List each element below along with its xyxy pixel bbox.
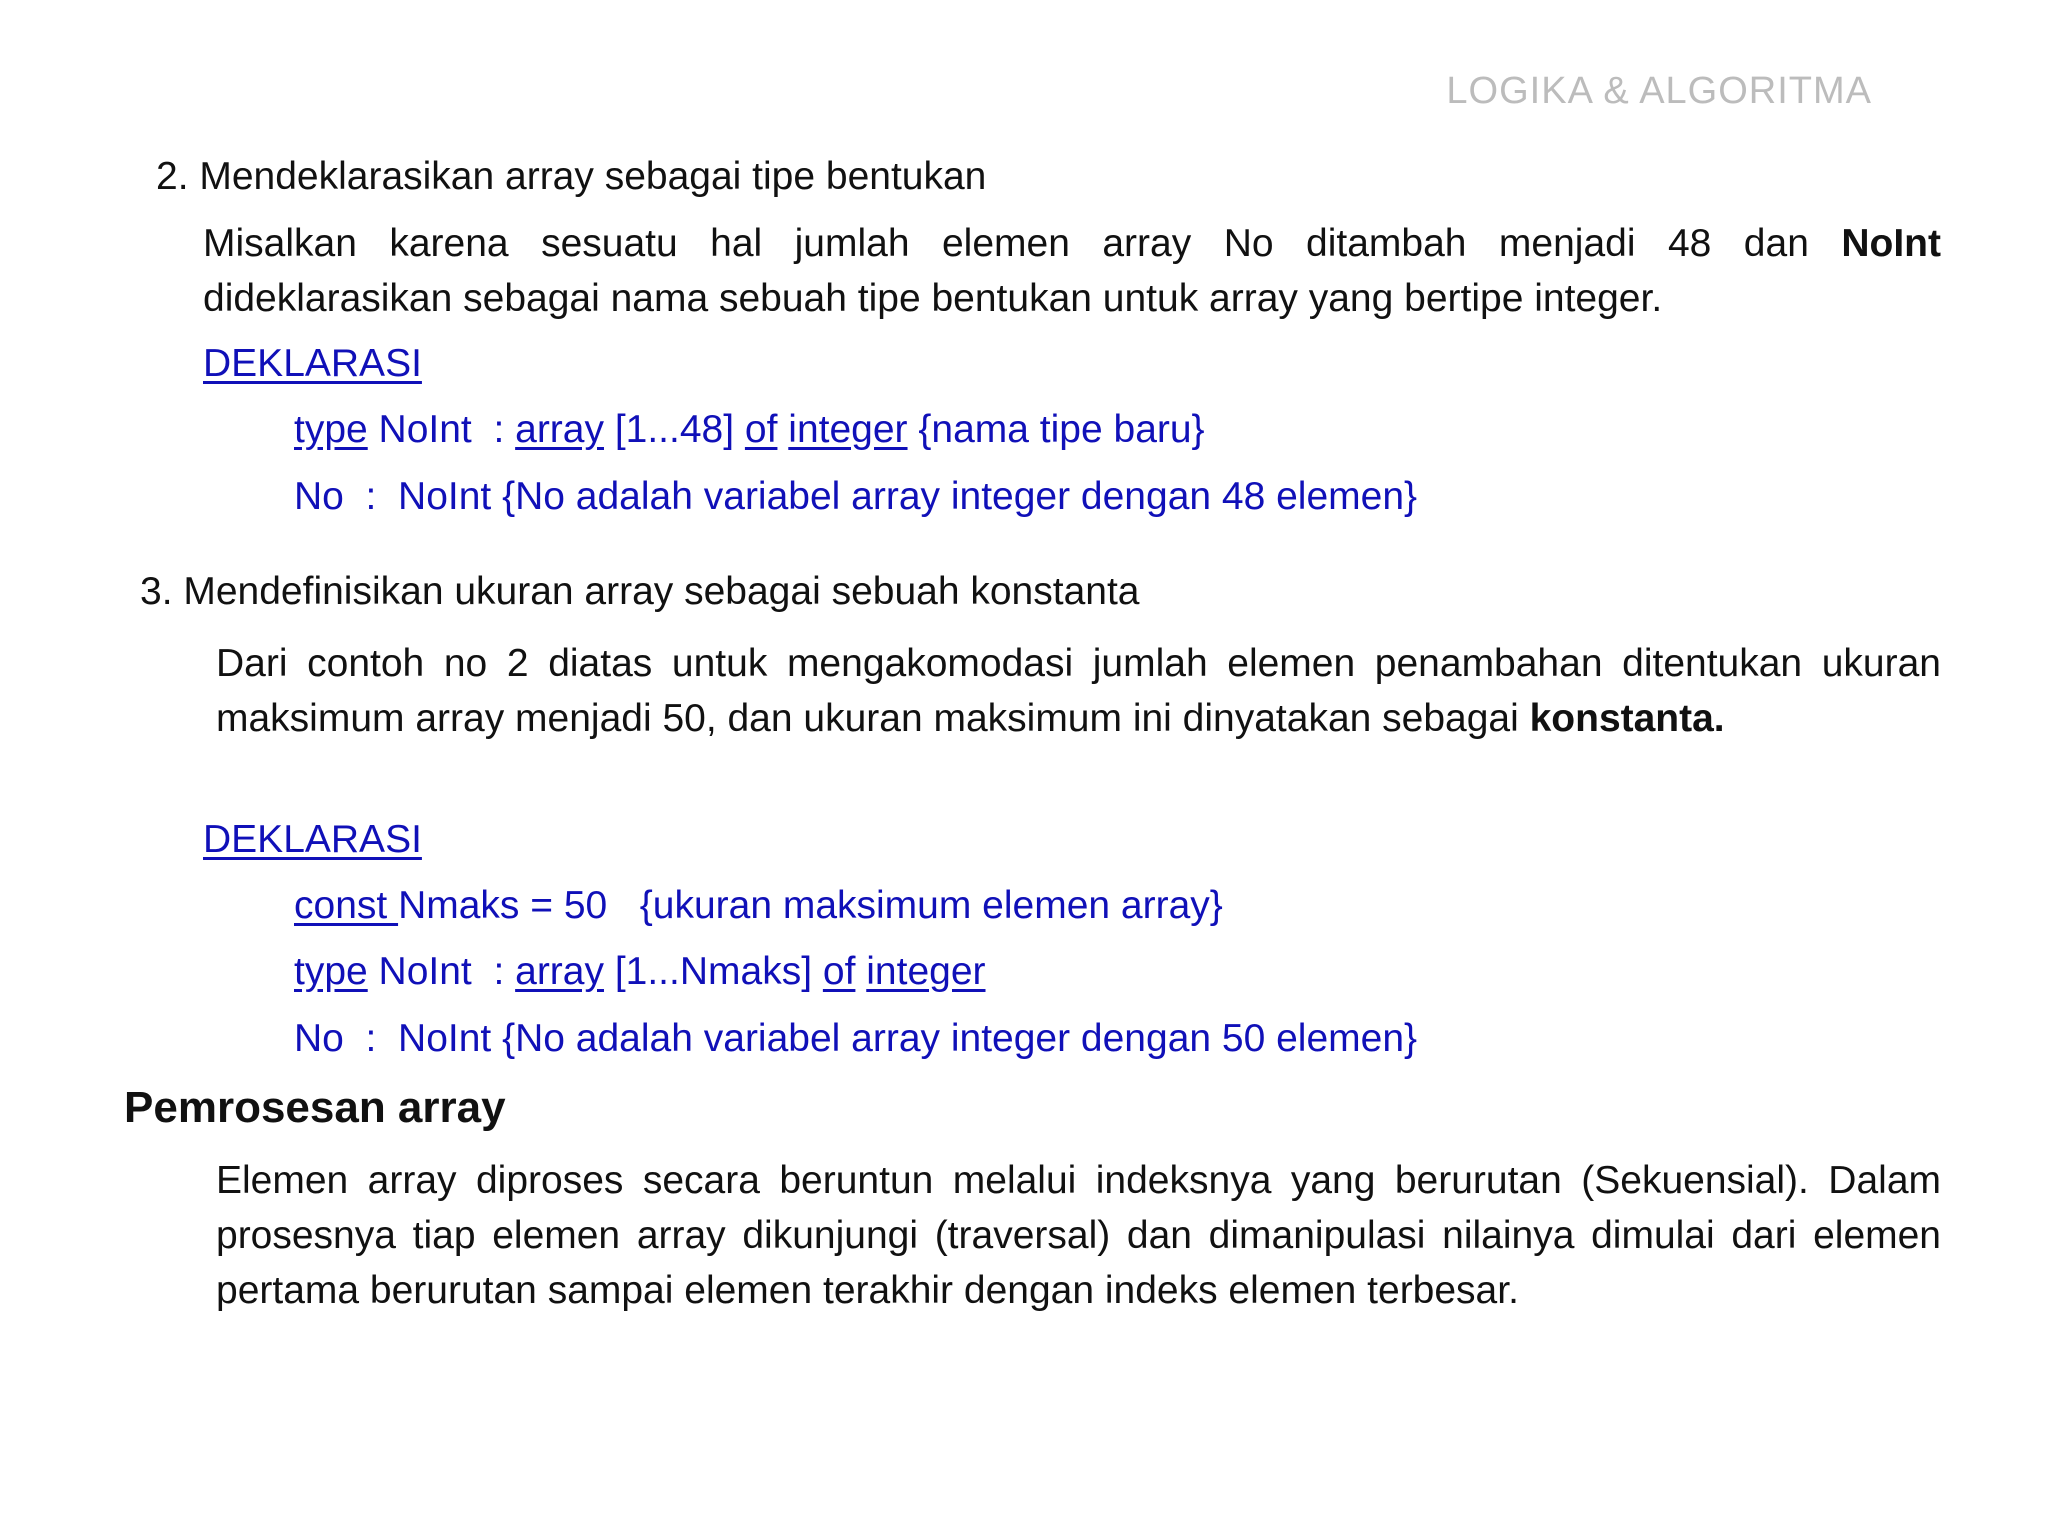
code-text: [1...48]	[603, 408, 745, 451]
keyword-array[interactable]: array	[515, 950, 604, 993]
section-3-paragraph	[216, 636, 1941, 746]
section-3-para-text: Dari contoh no 2 diatas untuk mengakomodasi jumlah elemen penambahan ditentukan ukuran maksimum array menjadi 50, dan ukuran maksimum ini dinyatakan sebagai	[216, 642, 1941, 740]
section-3-code-line-3: No : NoInt {No adalah variabel array integer dengan 50 elemen}	[294, 1017, 1418, 1060]
keyword-of[interactable]: of	[822, 950, 856, 993]
keyword-of[interactable]: of	[744, 408, 778, 451]
code-text	[777, 408, 788, 451]
keyword-integer[interactable]: integer	[788, 408, 908, 451]
keyword-type[interactable]: type	[294, 950, 368, 993]
processing-heading: Pemrosesan array	[124, 1083, 506, 1132]
section-2-code-line-1	[294, 408, 1205, 452]
section-2-code-line-2: No : NoInt {No adalah variabel array integer dengan 48 elemen}	[294, 475, 1418, 518]
section-2-declaration-label[interactable]: DEKLARASI	[203, 342, 422, 385]
keyword-type[interactable]: type	[294, 408, 368, 451]
code-text: Nmaks = 50 {ukuran maksimum elemen array}	[398, 884, 1223, 927]
code-text: NoInt :	[367, 408, 516, 451]
processing-paragraph: Elemen array diproses secara beruntun melalui indeksnya yang berurutan (Sekuensial). Dalam prosesnya tiap elemen array dikunjungi (traversal) dan dimanipulasi nilainya dimulai dari elemen pertama berurutan sampai elemen terakhir dengan indeks elemen terbesar.	[216, 1159, 1941, 1312]
section-3-code-line-1	[294, 884, 1223, 928]
section-2-para-after: dideklarasikan sebagai nama sebuah tipe bentukan untuk array yang bertipe integer.	[203, 277, 1663, 320]
code-text: NoInt :	[367, 950, 516, 993]
slide-header: LOGIKA & ALGORITMA	[1446, 70, 1872, 112]
section-2-para-bold: NoInt	[1841, 222, 1941, 265]
section-3-title: 3. Mendefinisikan ukuran array sebagai sebuah konstanta	[140, 570, 1140, 613]
section-3-declaration-label[interactable]: DEKLARASI	[203, 818, 422, 861]
section-2-title: 2. Mendeklarasikan array sebagai tipe bentukan	[156, 155, 987, 198]
keyword-const[interactable]: const	[294, 884, 399, 927]
keyword-integer[interactable]: integer	[866, 950, 986, 993]
section-2-paragraph	[203, 216, 1941, 326]
section-3-para-bold: konstanta.	[1529, 697, 1725, 740]
code-comment: {nama tipe baru}	[907, 408, 1205, 451]
keyword-array[interactable]: array	[515, 408, 604, 451]
code-text: [1...Nmaks]	[603, 950, 823, 993]
section-2-para-before: Misalkan karena sesuatu hal jumlah elemen array No ditambah menjadi 48 dan	[203, 222, 1842, 265]
code-text	[855, 950, 866, 993]
section-3-code-line-2	[294, 950, 986, 994]
